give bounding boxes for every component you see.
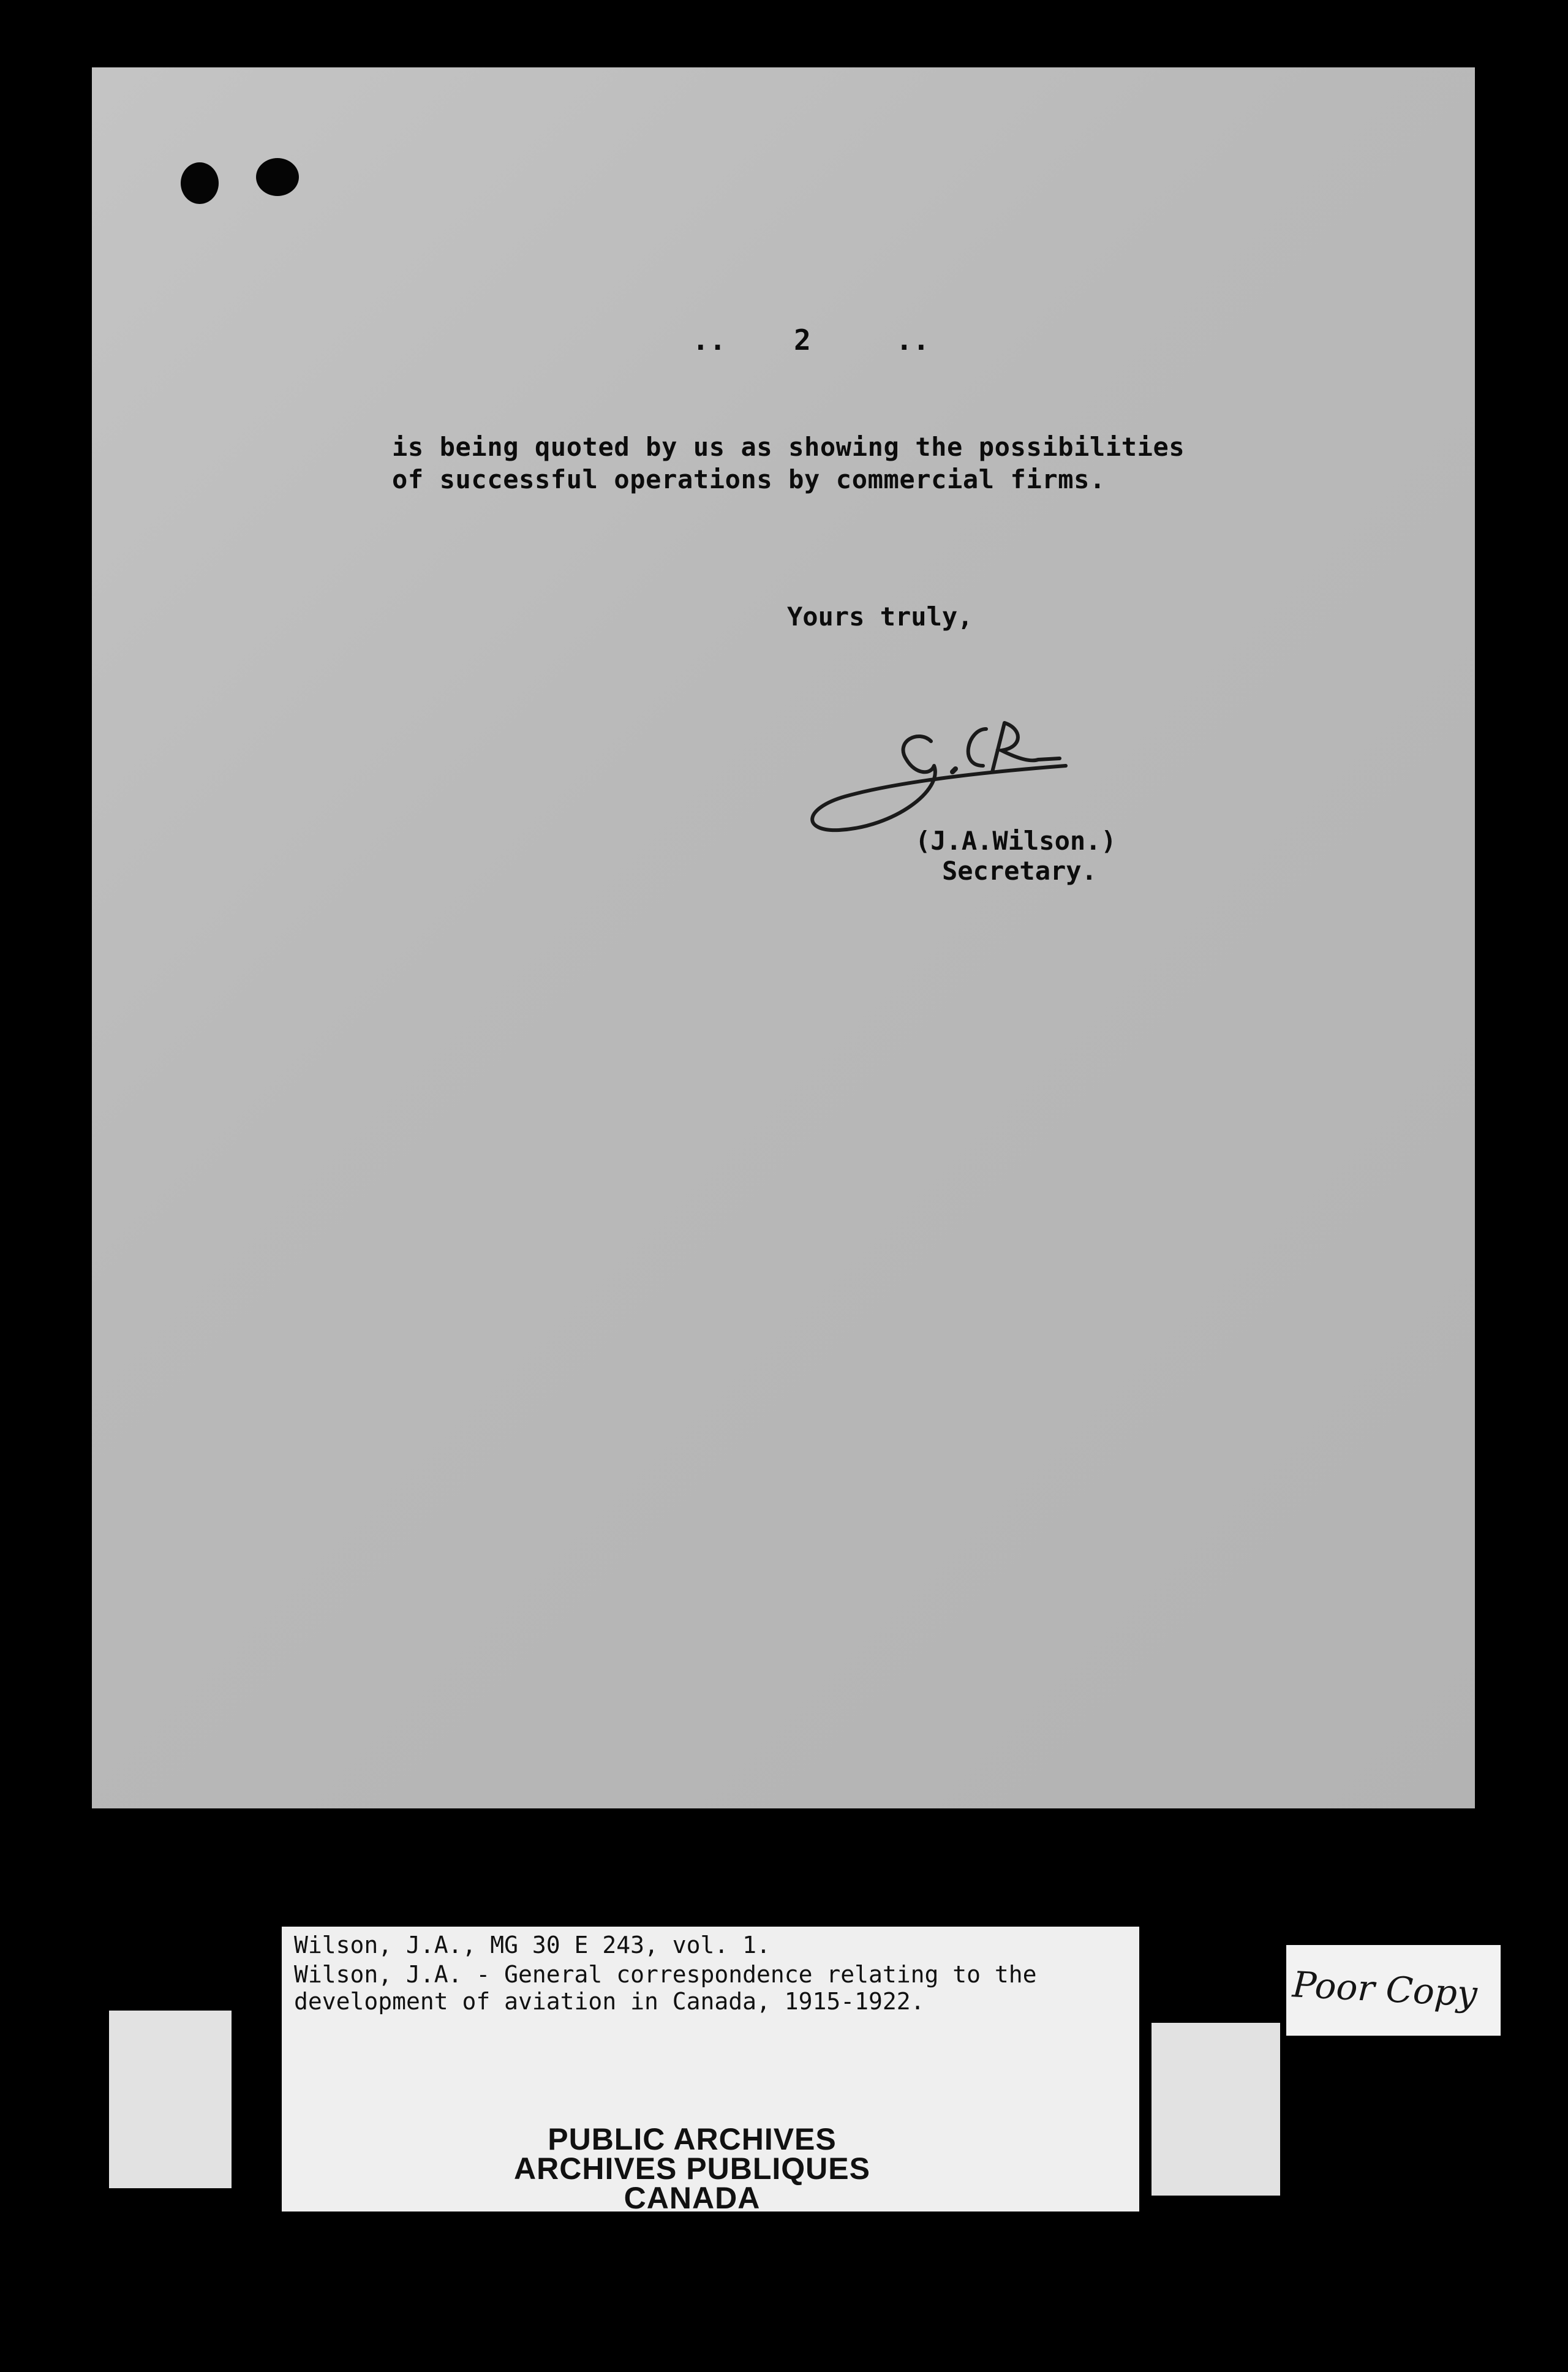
- archives-country: CANADA: [624, 2181, 761, 2215]
- archives-name-fr: ARCHIVES PUBLIQUES: [514, 2151, 870, 2186]
- mounting-tab-right: [1152, 2023, 1280, 2196]
- archives-name-en: PUBLIC ARCHIVES: [548, 2122, 837, 2156]
- catalog-description: development of aviation in Canada, 1915-1922.: [294, 1988, 925, 2015]
- body-line: is being quoted by us as showing the possibilities: [392, 432, 1185, 462]
- closing: Yours truly,: [787, 602, 973, 632]
- catalog-label: [282, 1927, 1139, 2215]
- body-line: of successful operations by commercial firms.: [392, 464, 1106, 494]
- letter-page: [92, 67, 1475, 1808]
- punch-hole-left: [181, 162, 219, 204]
- catalog-description: Wilson, J.A. - General correspondence relating to the: [294, 1961, 1037, 1988]
- poor-copy-label: [1286, 1945, 1501, 2036]
- punch-hole-right: [256, 158, 299, 196]
- signer-name: (J.A.Wilson.): [915, 826, 1117, 856]
- catalog-reference: Wilson, J.A., MG 30 E 243, vol. 1.: [294, 1932, 771, 1958]
- poor-copy-note: Poor Copy: [1291, 1963, 1479, 2015]
- mounting-tab-left: [109, 2011, 232, 2188]
- page-number: .. 2 ..: [692, 323, 930, 357]
- signature: [802, 704, 1121, 839]
- signer-title: Secretary.: [942, 856, 1097, 886]
